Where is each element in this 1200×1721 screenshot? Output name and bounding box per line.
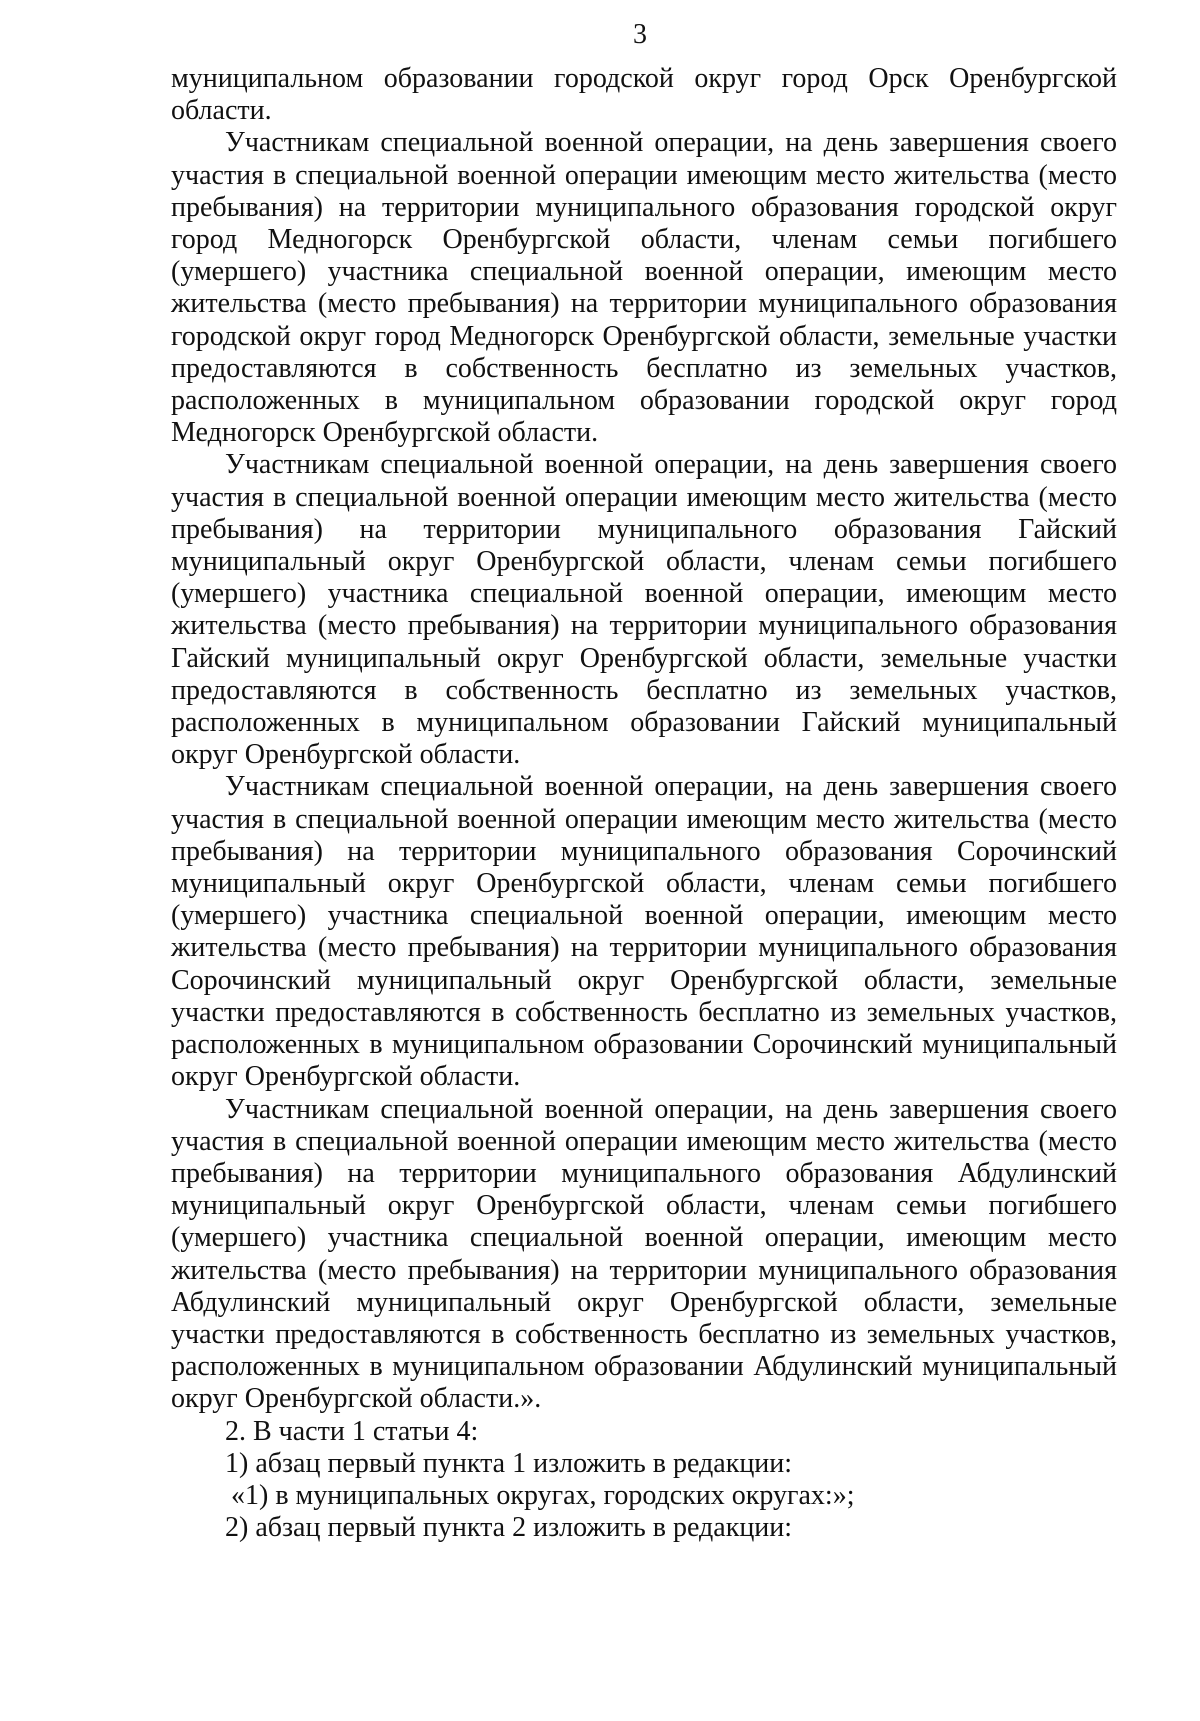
list-item-quote: «1) в муниципальных округах, городских округах:»;	[231, 1479, 855, 1511]
paragraph-mednogorsk: Участникам специальной военной операции, на день завершения своего участия в специальной военной операции имеющим место жительства (место пребывания) на территории муниципального образования городской округ город Медногорск Оренбургской области, членам семьи погибшего (умершего) участника специальной военной операции, имеющим место жительства (место пребывания) на территории муниципального образования городской округ город Медногорск Оренбургской области, земельные участки предоставляются в собственность бесплатно из земельных участков, расположенных в муниципальном образовании городской округ город Медногорск Оренбургской области.	[171, 127, 1117, 449]
list-item-part-2: 2. В части 1 статьи 4:	[225, 1415, 479, 1447]
list-item-subpoint-2: 2) абзац первый пункта 2 изложить в редакции:	[225, 1512, 793, 1544]
list-item-subpoint-1: 1) абзац первый пункта 1 изложить в редакции:	[225, 1447, 793, 1479]
paragraph-gaisky: Участникам специальной военной операции, на день завершения своего участия в специальной военной операции имеющим место жительства (место пребывания) на территории муниципального образования Гайский муниципальный округ Оренбургской области, членам семьи погибшего (умершего) участника специальной военной операции, имеющим место жительства (место пребывания) на территории муниципального образования Гайский муниципальный округ Оренбургской области, земельные участки предоставляются в собственность бесплатно из земельных участков, расположенных в муниципальном образовании Гайский муниципальный округ Оренбургской области.	[171, 449, 1117, 771]
paragraph-continuation: муниципальном образовании городской округ город Орск Оренбургской области.	[171, 63, 1117, 127]
paragraph-sorochinsky: Участникам специальной военной операции, на день завершения своего участия в специальной военной операции имеющим место жительства (место пребывания) на территории муниципального образования Сорочинский муниципальный округ Оренбургской области, членам семьи погибшего (умершего) участника специальной военной операции, имеющим место жительства (место пребывания) на территории муниципального образования Сорочинский муниципальный округ Оренбургской области, земельные участки предоставляются в собственность бесплатно из земельных участков, расположенных в муниципальном образовании Сорочинский муниципальный округ Оренбургской области.	[171, 771, 1117, 1093]
document-body	[171, 63, 1117, 1544]
page-number: 3	[633, 19, 647, 50]
paragraph-abdulinsky: Участникам специальной военной операции, на день завершения своего участия в специальной военной операции имеющим место жительства (место пребывания) на территории муниципального образования Абдулинский муниципальный округ Оренбургской области, членам семьи погибшего (умершего) участника специальной военной операции, имеющим место жительства (место пребывания) на территории муниципального образования Абдулинский муниципальный округ Оренбургской области, земельные участки предоставляются в собственность бесплатно из земельных участков, расположенных в муниципальном образовании Абдулинский муниципальный округ Оренбургской области.».	[171, 1093, 1117, 1415]
